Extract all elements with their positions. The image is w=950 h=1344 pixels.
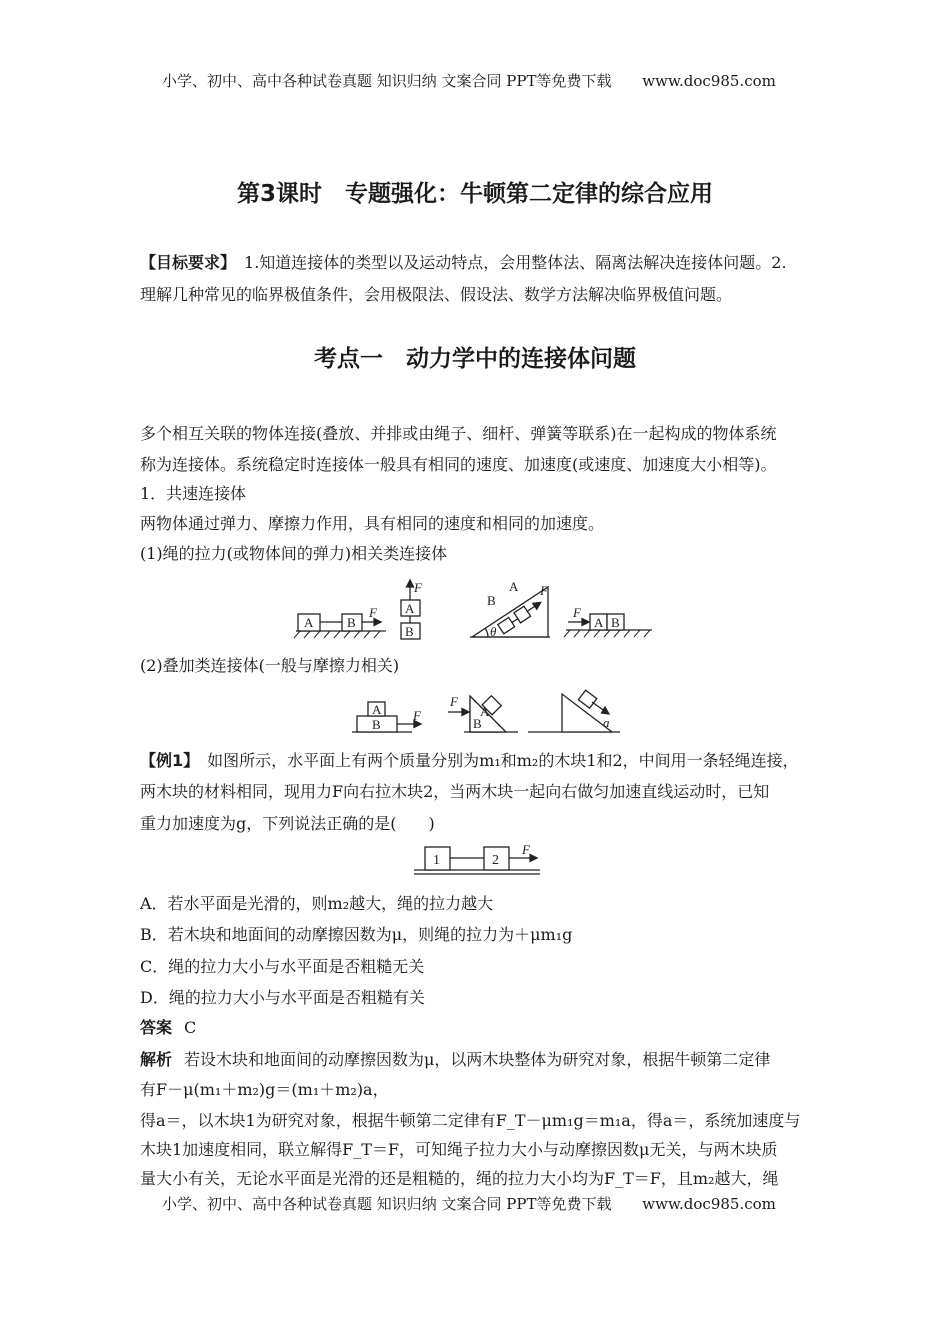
analysis-text-3: 得a＝，以木块1为研究对象，根据牛顿第二定律有F_T－μm₁g＝m₁a，得a＝，系统加速度与 bbox=[140, 1111, 801, 1130]
example1-text-1: 如图所示，水平面上有两个质量分别为m₁和m₂的木块1和2，中间用一条轻绳连接， bbox=[207, 751, 799, 770]
analysis-text-5: 量大小有关，无论水平面是光滑的还是粗糙的，绳的拉力大小均为F_T＝F，且m₂越大，绳 bbox=[140, 1169, 779, 1188]
option-a[interactable]: A．若水平面是光滑的，则m₂越大，绳的拉力越大 bbox=[140, 894, 494, 913]
intro-line-2: 称为连接体。系统稳定时连接体一般具有相同的速度、加速度(或速度、加速度大小相等)。 bbox=[140, 455, 777, 474]
analysis-text-2: 有F－μ(m₁＋m₂)g＝(m₁＋m₂)a， bbox=[140, 1080, 389, 1099]
fig-f-force-label: F bbox=[450, 694, 458, 709]
intro-line-1: 多个相互关联的物体连接(叠放、并排或由绳子、细杆、弹簧等联系)在一起构成的物体系统 bbox=[140, 424, 777, 443]
fig-b-force-label: F bbox=[414, 580, 422, 595]
footer-text: 小学、初中、高中各种试卷真题 知识归纳 文案合同 PPT等免费下载 bbox=[162, 1195, 612, 1213]
fig-d-force-label: F bbox=[573, 605, 581, 620]
option-d[interactable]: D．绳的拉力大小与水平面是否粗糙有关 bbox=[140, 988, 425, 1007]
fig-e-block-a: A bbox=[372, 702, 382, 717]
goal-text-1: 1.知道连接体的类型以及运动特点，会用整体法、隔离法解决连接体问题。2. bbox=[244, 253, 787, 272]
option-c[interactable]: C．绳的拉力大小与水平面是否粗糙无关 bbox=[140, 957, 425, 976]
example1-block-1: 1 bbox=[433, 853, 440, 868]
figure-rope-connected bbox=[0, 578, 950, 648]
fig-e-block-b: B bbox=[372, 717, 381, 732]
header-text: 小学、初中、高中各种试卷真题 知识归纳 文案合同 PPT等免费下载 bbox=[162, 72, 612, 90]
example1-figure bbox=[0, 840, 950, 880]
fig-c-angle-label: θ bbox=[490, 624, 497, 639]
fig-a-block-b: B bbox=[347, 615, 356, 630]
analysis-text-1: 若设木块和地面间的动摩擦因数为μ，以两木块整体为研究对象，根据牛顿第二定律 bbox=[184, 1050, 771, 1069]
answer-line bbox=[140, 1012, 196, 1043]
example1-text-2: 两木块的材料相同，现用力F向右拉木块2，当两木块一起向右做匀加速直线运动时，已知 bbox=[140, 782, 770, 801]
sub-heading-1: (1)绳的拉力(或物体间的弹力)相关类连接体 bbox=[140, 544, 448, 563]
answer-value: C bbox=[184, 1018, 197, 1037]
fig-f-block-a: A bbox=[480, 704, 490, 719]
fig-a-force-label: F bbox=[369, 605, 377, 620]
sub-heading-2: (2)叠加类连接体(一般与摩擦力相关) bbox=[140, 656, 400, 675]
fig-a-block-a: A bbox=[304, 615, 314, 630]
example1-text-3: 重力加速度为g，下列说法正确的是( ) bbox=[140, 814, 435, 833]
section-title: 考点一 动力学中的连接体问题 bbox=[314, 346, 636, 372]
item1-heading: 1．共速连接体 bbox=[140, 484, 247, 503]
page-footer bbox=[162, 1193, 776, 1214]
fig-c-block-b: B bbox=[487, 593, 496, 608]
fig-c-block-a: A bbox=[509, 579, 519, 594]
example1-label: 【例1】 bbox=[140, 751, 200, 770]
fig-f-block-b: B bbox=[473, 716, 482, 731]
page-title: 第3课时 专题强化：牛顿第二定律的综合应用 bbox=[236, 181, 713, 207]
answer-label: 答案 bbox=[140, 1018, 173, 1037]
fig-g-accel-label: a bbox=[603, 715, 610, 730]
option-b[interactable]: B．若木块和地面间的动摩擦因数为μ，则绳的拉力为＋μm₁g bbox=[140, 925, 573, 944]
item1-desc: 两物体通过弹力、摩擦力作用，具有相同的速度和相同的加速度。 bbox=[140, 514, 605, 533]
goal-text-2: 理解几种常见的临界极值条件，会用极限法、假设法、数学方法解决临界极值问题。 bbox=[140, 285, 733, 304]
fig-b-block-b: B bbox=[405, 624, 414, 639]
footer-url[interactable]: www.doc985.com bbox=[642, 1195, 776, 1213]
fig-e-force-label: F bbox=[413, 708, 421, 723]
example1-force-label: F bbox=[522, 842, 530, 857]
page-header bbox=[162, 70, 776, 91]
header-url[interactable]: www.doc985.com bbox=[642, 72, 776, 90]
goal-label: 【目标要求】 bbox=[140, 253, 237, 272]
goal-line-1 bbox=[140, 247, 787, 278]
example1-block-2: 2 bbox=[492, 853, 499, 868]
fig-d-block-a: A bbox=[594, 615, 604, 630]
fig-d-block-b: B bbox=[611, 615, 620, 630]
example1-line-1 bbox=[140, 745, 799, 776]
analysis-line-1 bbox=[140, 1044, 770, 1075]
fig-b-block-a: A bbox=[405, 601, 415, 616]
analysis-label: 解析 bbox=[140, 1050, 173, 1069]
analysis-text-4: 木块1加速度相同，联立解得F_T＝F，可知绳子拉力大小与动摩擦因数μ无关，与两木块质 bbox=[140, 1140, 778, 1159]
figure-stacked bbox=[0, 690, 950, 740]
fig-c-force-label: F bbox=[540, 583, 548, 598]
